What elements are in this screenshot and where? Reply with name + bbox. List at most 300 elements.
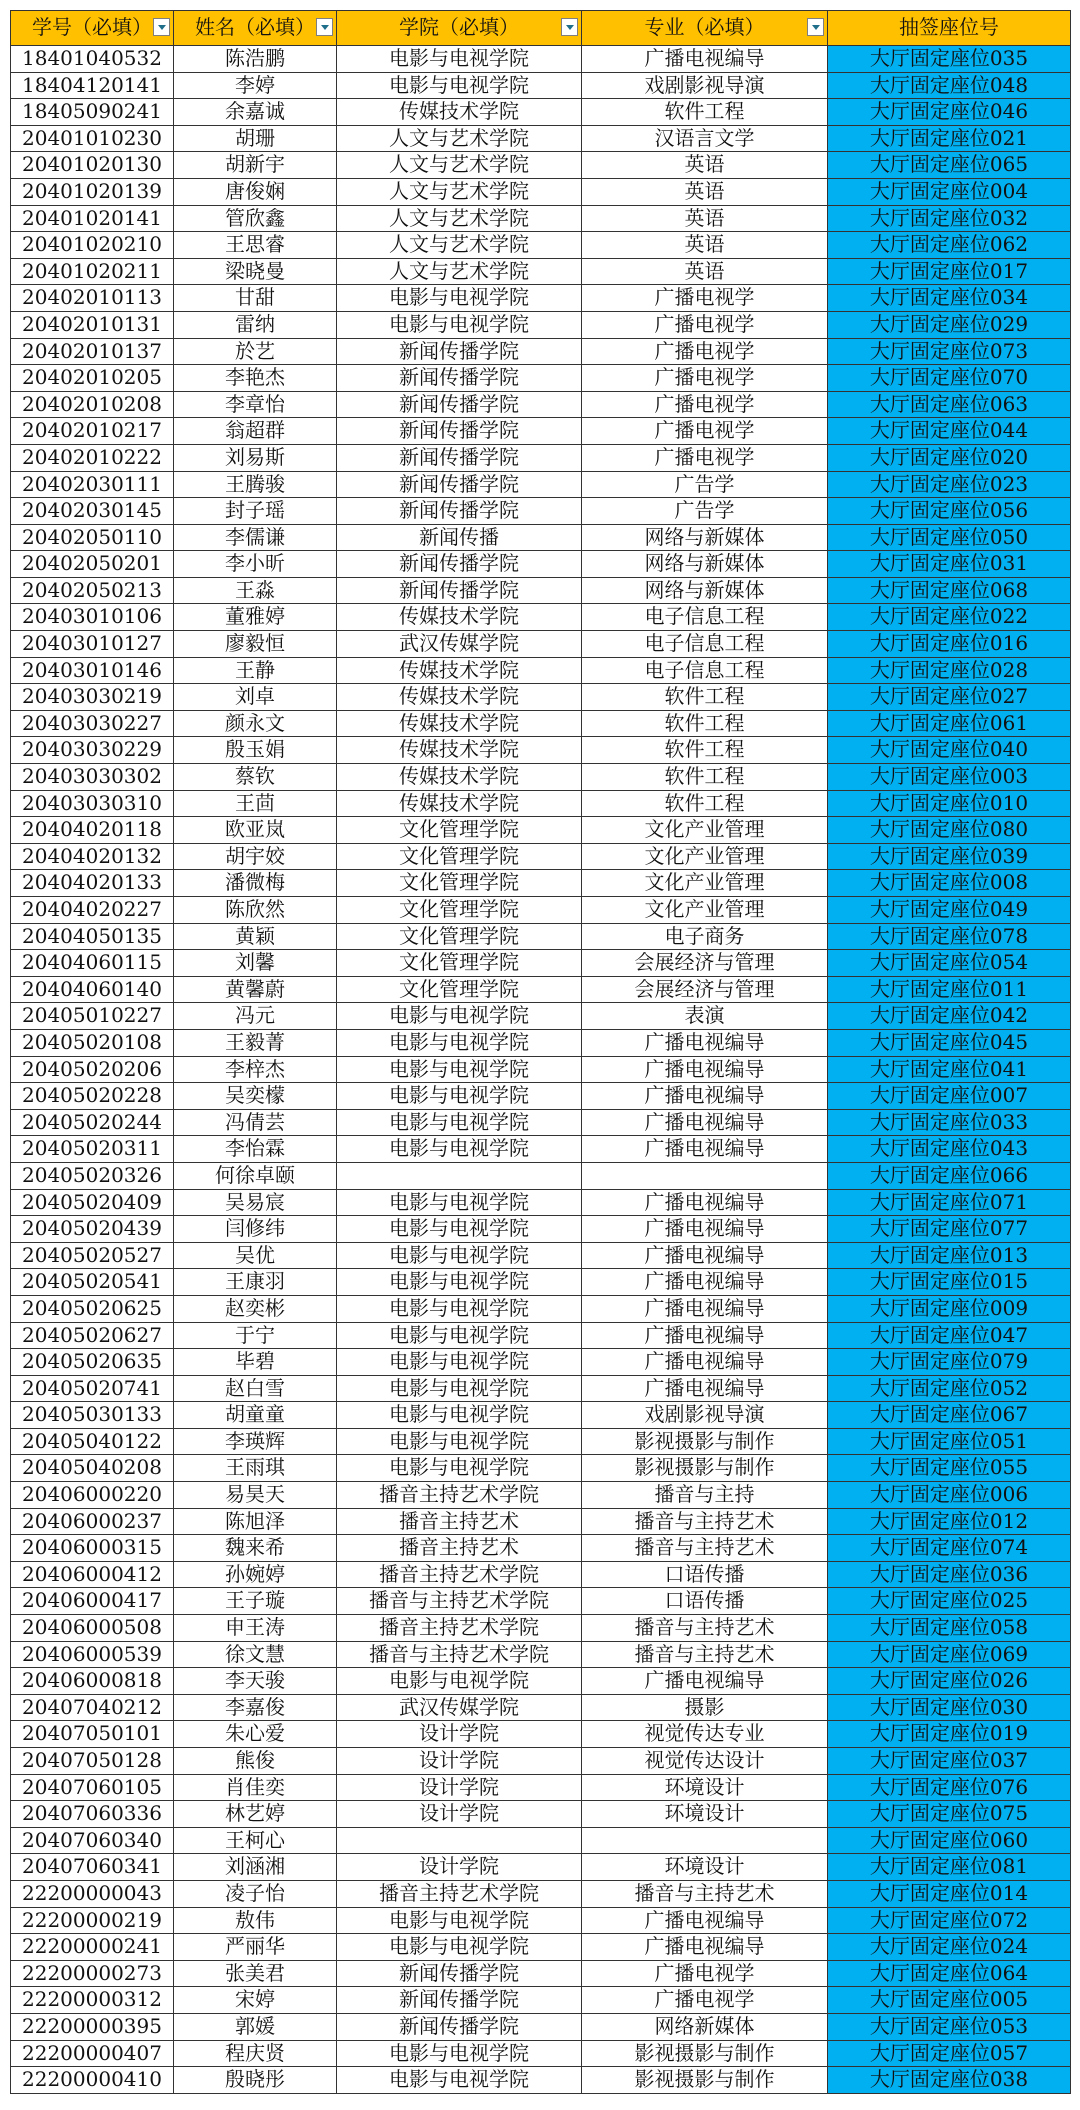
cell-seat[interactable]: 大厅固定座位062 [828,232,1071,259]
cell-college[interactable]: 传媒技术学院 [337,790,582,817]
cell-student-id[interactable]: 20407050101 [11,1721,174,1748]
cell-name[interactable]: 王子璇 [174,1588,337,1615]
cell-college[interactable]: 新闻传播学院 [337,577,582,604]
cell-major[interactable]: 影视摄影与制作 [582,1428,828,1455]
cell-college[interactable]: 新闻传播学院 [337,1987,582,2014]
cell-seat[interactable]: 大厅固定座位057 [828,2040,1071,2067]
cell-major[interactable]: 广播电视学 [582,311,828,338]
cell-student-id[interactable]: 20405020206 [11,1056,174,1083]
cell-student-id[interactable]: 20403010127 [11,631,174,658]
cell-major[interactable]: 口语传播 [582,1561,828,1588]
cell-name[interactable]: 程庆贤 [174,2040,337,2067]
cell-major[interactable]: 影视摄影与制作 [582,2040,828,2067]
cell-major[interactable]: 会展经济与管理 [582,950,828,977]
cell-college[interactable]: 人文与艺术学院 [337,178,582,205]
cell-student-id[interactable]: 20402050213 [11,577,174,604]
cell-college[interactable] [337,1827,582,1854]
cell-seat[interactable]: 大厅固定座位009 [828,1295,1071,1322]
cell-name[interactable]: 陈旭泽 [174,1508,337,1535]
cell-college[interactable]: 电影与电视学院 [337,311,582,338]
cell-college[interactable]: 文化管理学院 [337,950,582,977]
cell-major[interactable]: 电子商务 [582,923,828,950]
cell-seat[interactable]: 大厅固定座位019 [828,1721,1071,1748]
cell-student-id[interactable]: 20406000508 [11,1615,174,1642]
cell-student-id[interactable]: 18404120141 [11,72,174,99]
cell-name[interactable]: 李婷 [174,72,337,99]
cell-seat[interactable]: 大厅固定座位004 [828,178,1071,205]
cell-student-id[interactable]: 20403030219 [11,684,174,711]
cell-seat[interactable]: 大厅固定座位046 [828,99,1071,126]
cell-college[interactable]: 新闻传播学院 [337,2013,582,2040]
cell-seat[interactable]: 大厅固定座位042 [828,1003,1071,1030]
cell-name[interactable]: 陈浩鹏 [174,46,337,73]
cell-seat[interactable]: 大厅固定座位020 [828,444,1071,471]
cell-major[interactable]: 广播电视编导 [582,1109,828,1136]
cell-college[interactable]: 新闻传播学院 [337,471,582,498]
header-seat[interactable] [828,11,1071,46]
cell-student-id[interactable]: 20402010113 [11,285,174,312]
cell-name[interactable]: 管欣鑫 [174,205,337,232]
cell-seat[interactable]: 大厅固定座位011 [828,976,1071,1003]
cell-major[interactable] [582,1162,828,1189]
cell-college[interactable]: 电影与电视学院 [337,1295,582,1322]
cell-seat[interactable]: 大厅固定座位050 [828,524,1071,551]
cell-seat[interactable]: 大厅固定座位054 [828,950,1071,977]
cell-college[interactable]: 电影与电视学院 [337,1269,582,1296]
cell-name[interactable]: 敖伟 [174,1907,337,1934]
cell-college[interactable]: 电影与电视学院 [337,285,582,312]
cell-major[interactable]: 网络与新媒体 [582,551,828,578]
cell-student-id[interactable]: 20405020409 [11,1189,174,1216]
filter-dropdown-icon[interactable] [807,18,824,36]
cell-seat[interactable]: 大厅固定座位005 [828,1987,1071,2014]
cell-major[interactable]: 汉语言文学 [582,125,828,152]
cell-student-id[interactable]: 20402030145 [11,498,174,525]
cell-student-id[interactable]: 20402010131 [11,311,174,338]
cell-seat[interactable]: 大厅固定座位016 [828,631,1071,658]
cell-college[interactable]: 电影与电视学院 [337,1934,582,1961]
cell-seat[interactable]: 大厅固定座位071 [828,1189,1071,1216]
cell-major[interactable]: 播音与主持 [582,1482,828,1509]
cell-name[interactable]: 闫修纬 [174,1216,337,1243]
cell-seat[interactable]: 大厅固定座位081 [828,1854,1071,1881]
cell-student-id[interactable]: 20401020210 [11,232,174,259]
cell-student-id[interactable]: 20406000539 [11,1641,174,1668]
cell-seat[interactable]: 大厅固定座位039 [828,843,1071,870]
cell-college[interactable]: 播音主持艺术学院 [337,1561,582,1588]
cell-seat[interactable]: 大厅固定座位035 [828,46,1071,73]
cell-name[interactable]: 吴易宸 [174,1189,337,1216]
cell-name[interactable]: 李嘉俊 [174,1694,337,1721]
cell-name[interactable]: 申王涛 [174,1615,337,1642]
cell-student-id[interactable]: 20405020439 [11,1216,174,1243]
cell-seat[interactable]: 大厅固定座位041 [828,1056,1071,1083]
cell-student-id[interactable]: 20405040122 [11,1428,174,1455]
cell-college[interactable]: 电影与电视学院 [337,72,582,99]
cell-student-id[interactable]: 20401020211 [11,258,174,285]
cell-student-id[interactable]: 20404020118 [11,817,174,844]
cell-college[interactable]: 设计学院 [337,1774,582,1801]
cell-student-id[interactable]: 20405020541 [11,1269,174,1296]
cell-college[interactable]: 播音主持艺术 [337,1535,582,1562]
cell-student-id[interactable]: 20407050128 [11,1748,174,1775]
cell-college[interactable]: 电影与电视学院 [337,1907,582,1934]
cell-seat[interactable]: 大厅固定座位072 [828,1907,1071,1934]
cell-major[interactable]: 戏剧影视导演 [582,1402,828,1429]
cell-name[interactable]: 王柯心 [174,1827,337,1854]
cell-name[interactable]: 张美君 [174,1960,337,1987]
cell-student-id[interactable]: 20405020635 [11,1349,174,1376]
cell-college[interactable]: 传媒技术学院 [337,710,582,737]
cell-seat[interactable]: 大厅固定座位075 [828,1801,1071,1828]
cell-major[interactable]: 会展经济与管理 [582,976,828,1003]
cell-seat[interactable]: 大厅固定座位080 [828,817,1071,844]
cell-college[interactable]: 新闻传播学院 [337,338,582,365]
cell-major[interactable]: 广播电视学 [582,1987,828,2014]
cell-college[interactable]: 设计学院 [337,1801,582,1828]
cell-seat[interactable]: 大厅固定座位074 [828,1535,1071,1562]
cell-seat[interactable]: 大厅固定座位024 [828,1934,1071,1961]
cell-name[interactable]: 胡童童 [174,1402,337,1429]
cell-college[interactable]: 电影与电视学院 [337,1242,582,1269]
cell-major[interactable]: 电子信息工程 [582,604,828,631]
cell-major[interactable]: 广播电视编导 [582,1375,828,1402]
cell-college[interactable]: 播音主持艺术学院 [337,1615,582,1642]
cell-name[interactable]: 肖佳奕 [174,1774,337,1801]
cell-name[interactable]: 雷纳 [174,311,337,338]
cell-major[interactable]: 广播电视编导 [582,1907,828,1934]
cell-name[interactable]: 李天骏 [174,1668,337,1695]
cell-name[interactable]: 胡宇姣 [174,843,337,870]
cell-student-id[interactable]: 20402010205 [11,365,174,392]
cell-name[interactable]: 李梓杰 [174,1056,337,1083]
cell-seat[interactable]: 大厅固定座位051 [828,1428,1071,1455]
cell-seat[interactable]: 大厅固定座位058 [828,1615,1071,1642]
cell-major[interactable]: 广播电视编导 [582,1083,828,1110]
cell-student-id[interactable]: 20402010222 [11,444,174,471]
cell-seat[interactable]: 大厅固定座位048 [828,72,1071,99]
cell-student-id[interactable]: 20405020244 [11,1109,174,1136]
cell-seat[interactable]: 大厅固定座位003 [828,764,1071,791]
cell-major[interactable]: 软件工程 [582,710,828,737]
cell-major[interactable]: 播音与主持艺术 [582,1615,828,1642]
cell-name[interactable]: 胡新宇 [174,152,337,179]
cell-student-id[interactable]: 20404050135 [11,923,174,950]
cell-student-id[interactable]: 20404020227 [11,897,174,924]
cell-major[interactable]: 广播电视编导 [582,1242,828,1269]
cell-student-id[interactable]: 20406000220 [11,1482,174,1509]
cell-major[interactable]: 文化产业管理 [582,897,828,924]
cell-major[interactable]: 播音与主持艺术 [582,1641,828,1668]
cell-major[interactable]: 英语 [582,178,828,205]
cell-major[interactable]: 英语 [582,152,828,179]
cell-name[interactable]: 王思睿 [174,232,337,259]
cell-name[interactable]: 欧亚岚 [174,817,337,844]
cell-college[interactable]: 新闻传播学院 [337,1960,582,1987]
cell-student-id[interactable]: 20406000237 [11,1508,174,1535]
cell-name[interactable]: 刘易斯 [174,444,337,471]
cell-name[interactable]: 刘馨 [174,950,337,977]
cell-seat[interactable]: 大厅固定座位044 [828,418,1071,445]
filter-dropdown-icon[interactable] [561,18,578,36]
cell-major[interactable]: 广播电视编导 [582,1668,828,1695]
cell-college[interactable]: 电影与电视学院 [337,1216,582,1243]
cell-name[interactable]: 殷晓彤 [174,2067,337,2094]
cell-college[interactable]: 电影与电视学院 [337,1668,582,1695]
cell-seat[interactable]: 大厅固定座位031 [828,551,1071,578]
cell-student-id[interactable]: 22200000043 [11,1880,174,1907]
cell-seat[interactable]: 大厅固定座位061 [828,710,1071,737]
cell-seat[interactable]: 大厅固定座位064 [828,1960,1071,1987]
cell-student-id[interactable]: 20402010137 [11,338,174,365]
cell-name[interactable]: 赵白雪 [174,1375,337,1402]
cell-student-id[interactable]: 20402050110 [11,524,174,551]
cell-student-id[interactable]: 20401020139 [11,178,174,205]
cell-seat[interactable]: 大厅固定座位021 [828,125,1071,152]
cell-seat[interactable]: 大厅固定座位052 [828,1375,1071,1402]
cell-student-id[interactable]: 22200000273 [11,1960,174,1987]
cell-student-id[interactable]: 20405020527 [11,1242,174,1269]
cell-name[interactable]: 余嘉诚 [174,99,337,126]
cell-name[interactable]: 王静 [174,657,337,684]
cell-seat[interactable]: 大厅固定座位025 [828,1588,1071,1615]
cell-college[interactable]: 电影与电视学院 [337,1428,582,1455]
cell-student-id[interactable]: 20402010208 [11,391,174,418]
cell-student-id[interactable]: 18401040532 [11,46,174,73]
cell-name[interactable]: 吴优 [174,1242,337,1269]
cell-student-id[interactable]: 22200000312 [11,1987,174,2014]
cell-major[interactable]: 广播电视编导 [582,1056,828,1083]
cell-major[interactable]: 广播电视编导 [582,1136,828,1163]
cell-college[interactable]: 电影与电视学院 [337,1109,582,1136]
cell-name[interactable]: 王茴 [174,790,337,817]
cell-name[interactable]: 胡珊 [174,125,337,152]
cell-major[interactable]: 广告学 [582,471,828,498]
cell-major[interactable]: 软件工程 [582,764,828,791]
cell-major[interactable]: 视觉传达专业 [582,1721,828,1748]
cell-major[interactable]: 英语 [582,258,828,285]
cell-major[interactable]: 广播电视编导 [582,1934,828,1961]
cell-name[interactable]: 吴奕檬 [174,1083,337,1110]
cell-major[interactable]: 软件工程 [582,737,828,764]
cell-name[interactable]: 王腾骏 [174,471,337,498]
cell-college[interactable] [337,1162,582,1189]
header-college[interactable] [337,11,582,46]
cell-major[interactable]: 广播电视学 [582,338,828,365]
cell-seat[interactable]: 大厅固定座位078 [828,923,1071,950]
cell-major[interactable]: 网络新媒体 [582,2013,828,2040]
cell-college[interactable]: 传媒技术学院 [337,737,582,764]
cell-major[interactable]: 播音与主持艺术 [582,1508,828,1535]
filter-dropdown-icon[interactable] [153,18,170,36]
cell-major[interactable]: 广播电视编导 [582,1029,828,1056]
cell-college[interactable]: 新闻传播学院 [337,418,582,445]
cell-seat[interactable]: 大厅固定座位013 [828,1242,1071,1269]
cell-student-id[interactable]: 20403010146 [11,657,174,684]
cell-major[interactable]: 英语 [582,205,828,232]
cell-name[interactable]: 黄颖 [174,923,337,950]
cell-name[interactable]: 封子瑶 [174,498,337,525]
cell-major[interactable]: 广播电视学 [582,1960,828,1987]
cell-student-id[interactable]: 20405020741 [11,1375,174,1402]
cell-seat[interactable]: 大厅固定座位040 [828,737,1071,764]
header-major[interactable] [582,11,828,46]
cell-seat[interactable]: 大厅固定座位076 [828,1774,1071,1801]
cell-student-id[interactable]: 20403030229 [11,737,174,764]
cell-major[interactable]: 文化产业管理 [582,817,828,844]
cell-seat[interactable]: 大厅固定座位030 [828,1694,1071,1721]
cell-student-id[interactable]: 22200000407 [11,2040,174,2067]
cell-seat[interactable]: 大厅固定座位008 [828,870,1071,897]
cell-college[interactable]: 人文与艺术学院 [337,152,582,179]
cell-seat[interactable]: 大厅固定座位010 [828,790,1071,817]
cell-name[interactable]: 李瑛辉 [174,1428,337,1455]
cell-college[interactable]: 文化管理学院 [337,843,582,870]
cell-student-id[interactable]: 20404020133 [11,870,174,897]
cell-seat[interactable]: 大厅固定座位036 [828,1561,1071,1588]
cell-name[interactable]: 宋婷 [174,1987,337,2014]
cell-major[interactable]: 文化产业管理 [582,843,828,870]
cell-student-id[interactable]: 20403030302 [11,764,174,791]
cell-college[interactable]: 文化管理学院 [337,923,582,950]
cell-student-id[interactable]: 20405020228 [11,1083,174,1110]
cell-major[interactable]: 广播电视编导 [582,1322,828,1349]
cell-student-id[interactable]: 20406000412 [11,1561,174,1588]
cell-name[interactable]: 林艺婷 [174,1801,337,1828]
cell-major[interactable]: 英语 [582,232,828,259]
header-student-id[interactable] [11,11,174,46]
cell-seat[interactable]: 大厅固定座位029 [828,311,1071,338]
cell-name[interactable]: 廖毅恒 [174,631,337,658]
cell-college[interactable]: 电影与电视学院 [337,1402,582,1429]
cell-college[interactable]: 电影与电视学院 [337,2067,582,2094]
cell-college[interactable]: 人文与艺术学院 [337,258,582,285]
cell-student-id[interactable]: 20402030111 [11,471,174,498]
cell-major[interactable]: 广播电视编导 [582,46,828,73]
cell-name[interactable]: 刘涵湘 [174,1854,337,1881]
cell-college[interactable]: 电影与电视学院 [337,1322,582,1349]
cell-name[interactable]: 李儒谦 [174,524,337,551]
cell-name[interactable]: 王淼 [174,577,337,604]
cell-student-id[interactable]: 20403010106 [11,604,174,631]
cell-college[interactable]: 设计学院 [337,1854,582,1881]
cell-college[interactable]: 电影与电视学院 [337,2040,582,2067]
cell-student-id[interactable]: 22200000219 [11,1907,174,1934]
cell-college[interactable]: 播音主持艺术 [337,1508,582,1535]
cell-name[interactable]: 王毅菁 [174,1029,337,1056]
filter-dropdown-icon[interactable] [316,18,333,36]
cell-college[interactable]: 设计学院 [337,1748,582,1775]
cell-college[interactable]: 播音与主持艺术学院 [337,1641,582,1668]
cell-seat[interactable]: 大厅固定座位015 [828,1269,1071,1296]
cell-student-id[interactable]: 20402010217 [11,418,174,445]
cell-name[interactable]: 王康羽 [174,1269,337,1296]
cell-student-id[interactable]: 20403030227 [11,710,174,737]
cell-college[interactable]: 播音主持艺术学院 [337,1880,582,1907]
cell-name[interactable]: 刘卓 [174,684,337,711]
header-name[interactable] [174,11,337,46]
cell-seat[interactable]: 大厅固定座位049 [828,897,1071,924]
cell-major[interactable]: 表演 [582,1003,828,1030]
cell-college[interactable]: 电影与电视学院 [337,1056,582,1083]
cell-seat[interactable]: 大厅固定座位028 [828,657,1071,684]
cell-seat[interactable]: 大厅固定座位073 [828,338,1071,365]
cell-seat[interactable]: 大厅固定座位006 [828,1482,1071,1509]
cell-name[interactable]: 李小昕 [174,551,337,578]
cell-major[interactable]: 软件工程 [582,790,828,817]
cell-major[interactable]: 摄影 [582,1694,828,1721]
cell-seat[interactable]: 大厅固定座位023 [828,471,1071,498]
cell-name[interactable]: 冯倩芸 [174,1109,337,1136]
cell-college[interactable]: 传媒技术学院 [337,99,582,126]
cell-college[interactable]: 新闻传播学院 [337,391,582,418]
cell-major[interactable]: 环境设计 [582,1774,828,1801]
cell-name[interactable]: 赵奕彬 [174,1295,337,1322]
cell-major[interactable]: 广播电视编导 [582,1216,828,1243]
cell-seat[interactable]: 大厅固定座位069 [828,1641,1071,1668]
cell-seat[interactable]: 大厅固定座位045 [828,1029,1071,1056]
cell-seat[interactable]: 大厅固定座位068 [828,577,1071,604]
cell-student-id[interactable]: 20407040212 [11,1694,174,1721]
cell-seat[interactable]: 大厅固定座位077 [828,1216,1071,1243]
cell-student-id[interactable]: 20404020132 [11,843,174,870]
cell-college[interactable]: 文化管理学院 [337,897,582,924]
cell-college[interactable]: 传媒技术学院 [337,764,582,791]
cell-major[interactable]: 软件工程 [582,99,828,126]
cell-seat[interactable]: 大厅固定座位060 [828,1827,1071,1854]
cell-major[interactable]: 广播电视学 [582,418,828,445]
cell-seat[interactable]: 大厅固定座位014 [828,1880,1071,1907]
cell-seat[interactable]: 大厅固定座位055 [828,1455,1071,1482]
cell-college[interactable]: 传媒技术学院 [337,684,582,711]
cell-seat[interactable]: 大厅固定座位037 [828,1748,1071,1775]
cell-name[interactable]: 李怡霖 [174,1136,337,1163]
cell-student-id[interactable]: 20406000417 [11,1588,174,1615]
cell-student-id[interactable]: 18405090241 [11,99,174,126]
cell-seat[interactable]: 大厅固定座位027 [828,684,1071,711]
cell-major[interactable]: 文化产业管理 [582,870,828,897]
cell-student-id[interactable]: 20405020326 [11,1162,174,1189]
cell-name[interactable]: 王雨琪 [174,1455,337,1482]
cell-college[interactable]: 人文与艺术学院 [337,205,582,232]
cell-seat[interactable]: 大厅固定座位033 [828,1109,1071,1136]
cell-name[interactable]: 於艺 [174,338,337,365]
cell-seat[interactable]: 大厅固定座位043 [828,1136,1071,1163]
cell-name[interactable]: 甘甜 [174,285,337,312]
cell-major[interactable]: 电子信息工程 [582,657,828,684]
cell-major[interactable]: 影视摄影与制作 [582,1455,828,1482]
cell-major[interactable]: 环境设计 [582,1854,828,1881]
cell-seat[interactable]: 大厅固定座位065 [828,152,1071,179]
cell-college[interactable]: 电影与电视学院 [337,46,582,73]
cell-seat[interactable]: 大厅固定座位070 [828,365,1071,392]
cell-name[interactable]: 李艳杰 [174,365,337,392]
cell-student-id[interactable]: 20402050201 [11,551,174,578]
cell-name[interactable]: 于宁 [174,1322,337,1349]
cell-student-id[interactable]: 20406000818 [11,1668,174,1695]
cell-name[interactable]: 冯元 [174,1003,337,1030]
cell-student-id[interactable]: 20401020141 [11,205,174,232]
cell-student-id[interactable]: 20407060341 [11,1854,174,1881]
cell-name[interactable]: 何徐卓颐 [174,1162,337,1189]
cell-student-id[interactable]: 20401020130 [11,152,174,179]
cell-seat[interactable]: 大厅固定座位067 [828,1402,1071,1429]
cell-college[interactable]: 人文与艺术学院 [337,232,582,259]
cell-college[interactable]: 电影与电视学院 [337,1375,582,1402]
cell-college[interactable]: 武汉传媒学院 [337,1694,582,1721]
cell-name[interactable]: 徐文慧 [174,1641,337,1668]
cell-major[interactable]: 广播电视学 [582,365,828,392]
